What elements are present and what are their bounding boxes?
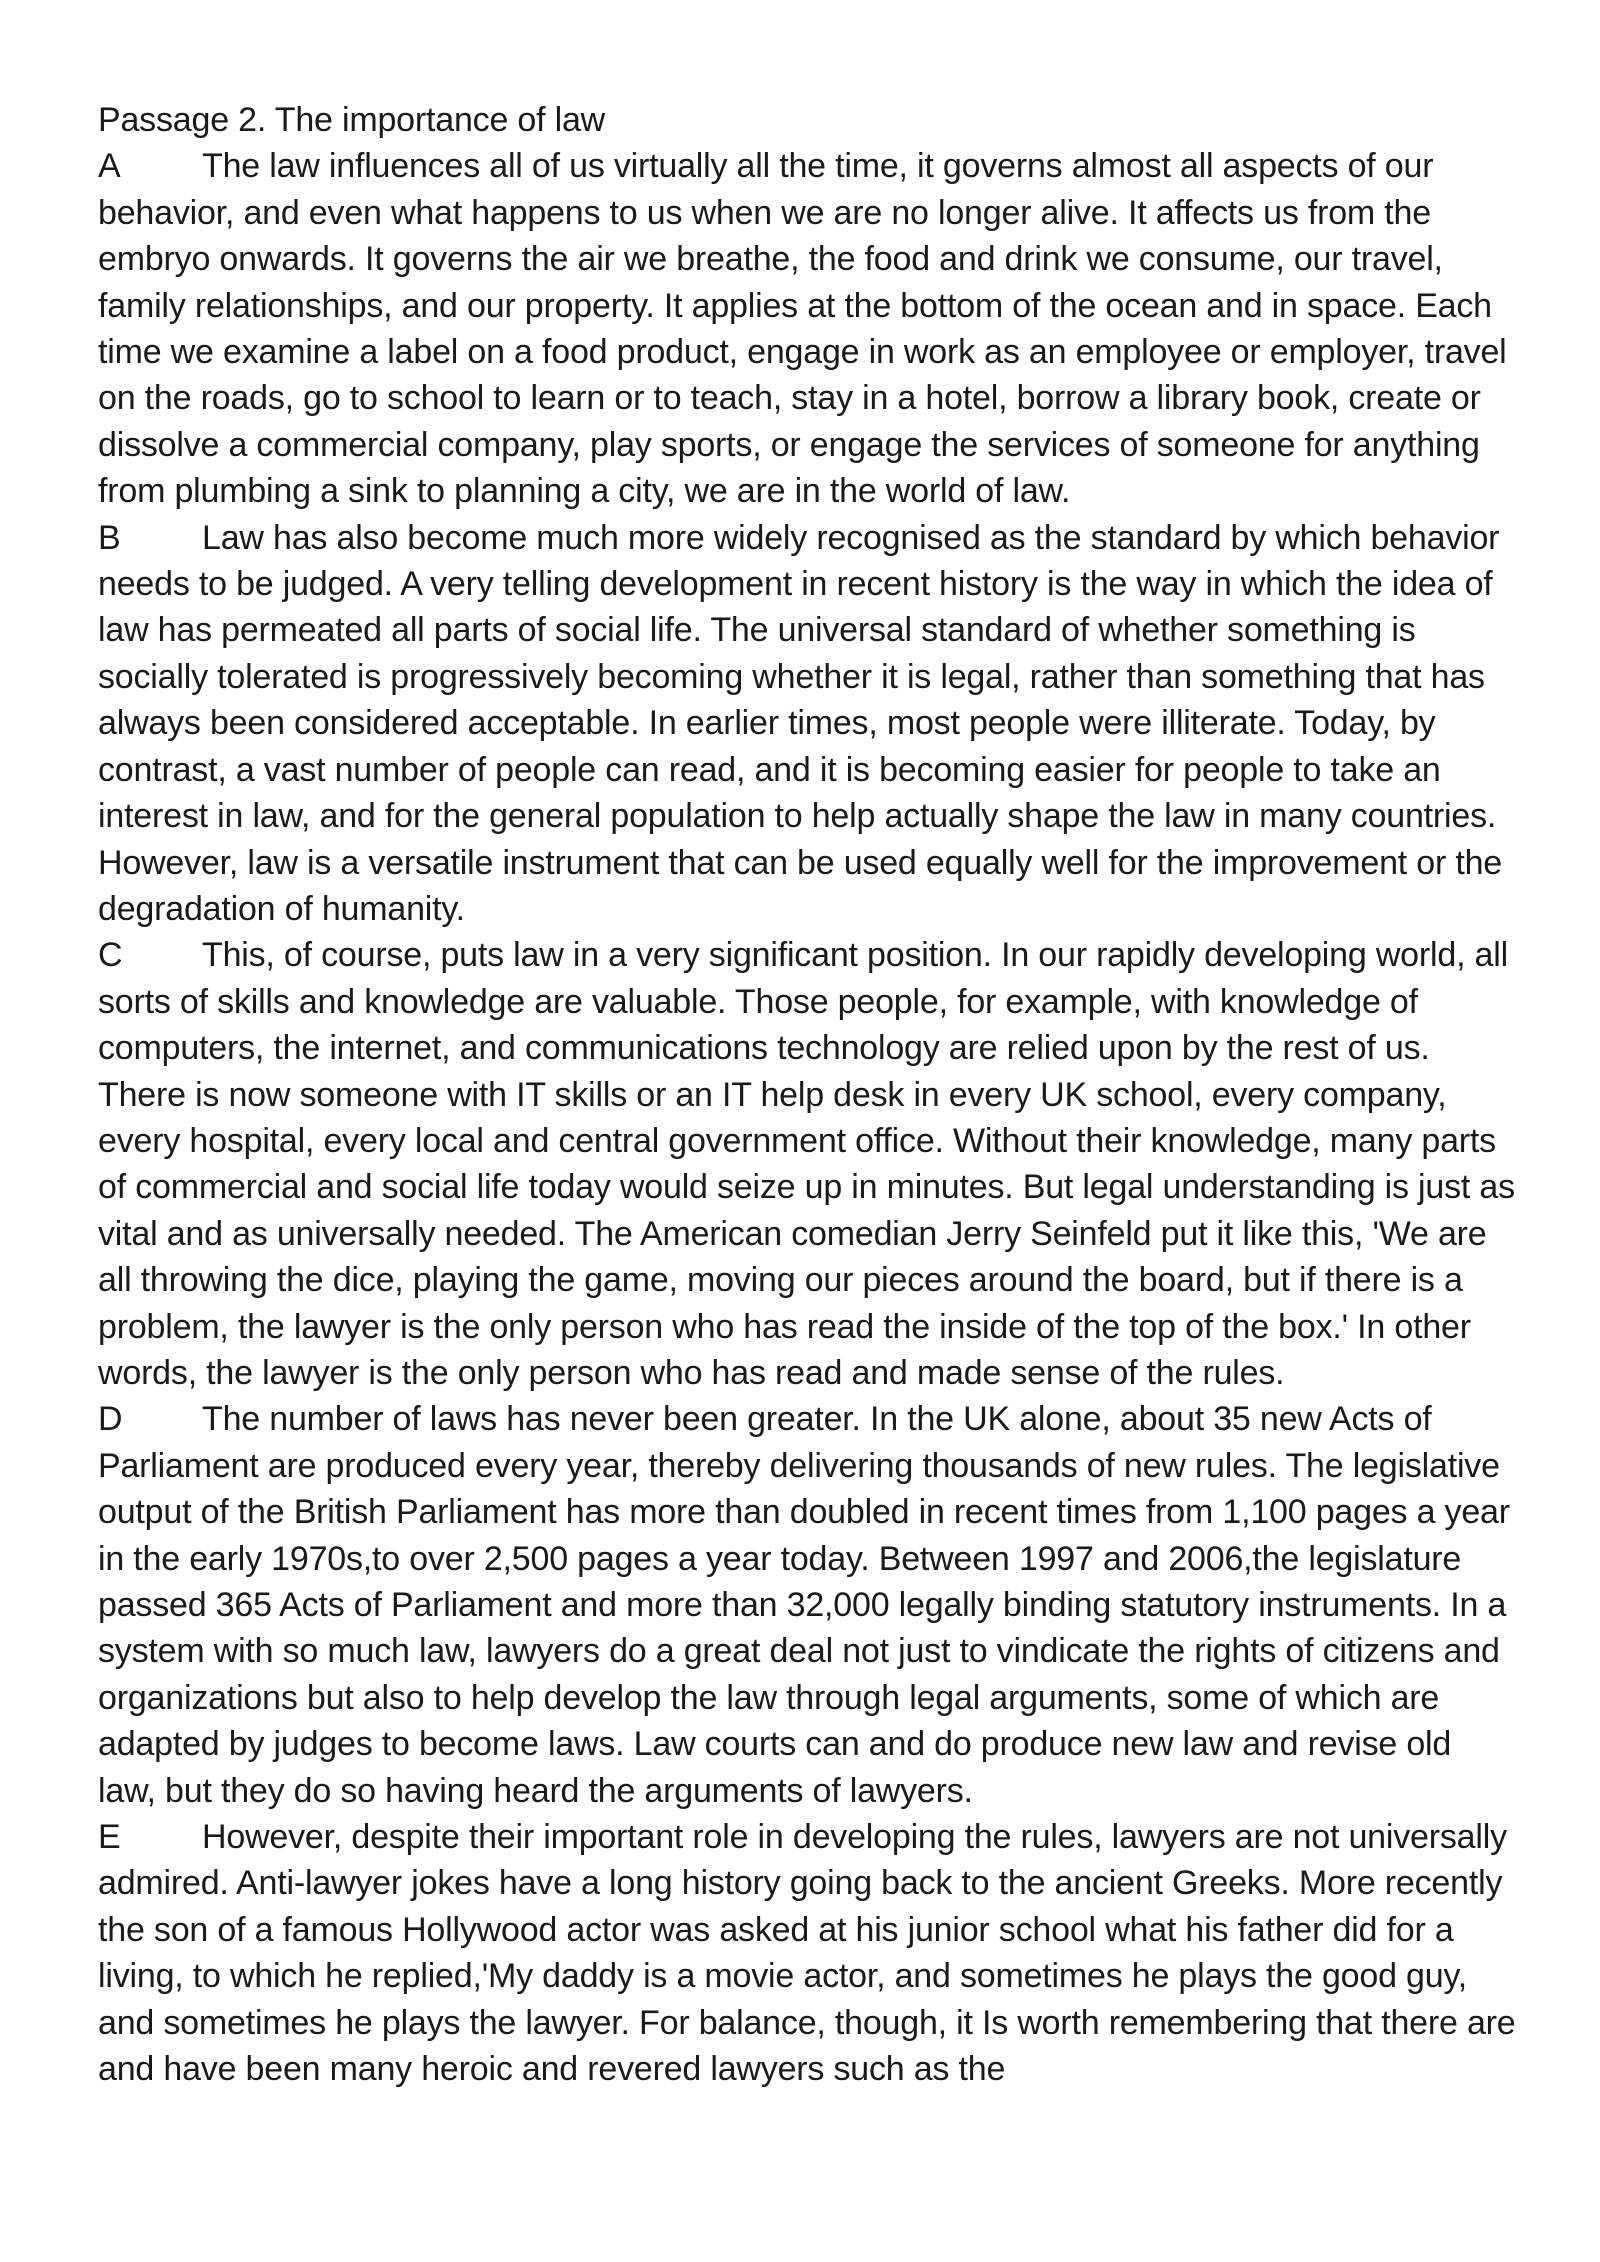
- paragraph-e: [98, 1814, 1518, 2092]
- paragraph-letter: C: [98, 936, 123, 975]
- passage-title: Passage 2. The importance of law: [98, 101, 606, 139]
- paragraph-letter: B: [98, 518, 121, 557]
- paragraph-letter: E: [98, 1818, 121, 1857]
- paragraph-text: However, despite their important role in developing the rules, lawyers are not universally admired. Anti-lawyer jokes have a long history going back to the ancient Greeks. More recently the son of a famous Hollywood actor was asked at his junior school what his father did for a living, to which he replied,'My daddy is a movie actor, and sometimes he plays the good guy, and sometimes he plays the lawyer. For balance, though, it Is worth remembering that there are and have been many heroic and revered lawyers such as the: [98, 1818, 1516, 2089]
- paragraph-a: [98, 143, 1518, 514]
- paragraph-text: Law has also become much more widely recognised as the standard by which behavior needs to be judged. A very telling development in recent history is the way in which the idea of law has permeated all parts of social life. The universal standard of whether something is socially tolerated is progressively becoming whether it is legal, rather than something that has always been considered acceptable. In earlier times, most people were illiterate. Today, by contrast, a vast number of people can read, and it is becoming easier for people to take an interest in law, and for the general population to help actually shape the law in many countries. However, law is a versatile instrument that can be used equally well for the improvement or the degradation of humanity.: [98, 518, 1503, 928]
- paragraph-b: [98, 515, 1518, 933]
- paragraph-c: [98, 932, 1518, 1396]
- paragraph-text: The law influences all of us virtually all the time, it governs almost all aspects of our behavior, and even what happens to us when we are no longer alive. It affects us from the embryo onwards. It governs the air we breathe, the food and drink we consume, our travel, family relationships, and our property. It applies at the bottom of the ocean and in space. Each time we examine a label on a food product, engage in work as an employee or employer, travel on the roads, go to school to learn or to teach, stay in a hotel, borrow a library book, create or dissolve a commercial company, play sports, or engage the services of someone for anything from plumbing a sink to planning a city, we are in the world of law.: [98, 147, 1507, 511]
- paragraph-text: This, of course, puts law in a very significant position. In our rapidly developing world, all sorts of skills and knowledge are valuable. Those people, for example, with knowledge of computers, the internet, and communications technology are relied upon by the rest of us. There is now someone with IT skills or an IT help desk in every UK school, every company, every hospital, every local and central government office. Without their knowledge, many parts of commercial and social life today would seize up in minutes. But legal understanding is just as vital and as universally needed. The American comedian Jerry Seinfeld put it like this, 'We are all throwing the dice, playing the game, moving our pieces around the board, but if there is a problem, the lawyer is the only person who has read the inside of the top of the box.' In other words, the lawyer is the only person who has read and made sense of the rules.: [98, 936, 1515, 1392]
- paragraph-text: The number of laws has never been greater. In the UK alone, about 35 new Acts of Parliament are produced every year, thereby delivering thousands of new rules. The legislative output of the British Parliament has more than doubled in recent times from 1,100 pages a year in the early 1970s,to over 2,500 pages a year today. Between 1997 and 2006,the legislature passed 365 Acts of Parliament and more than 32,000 legally binding statutory instruments. In a system with so much law, lawyers do a great deal not just to vindicate the rights of citizens and organizations but also to help develop the law through legal arguments, some of which are adapted by judges to become laws. Law courts can and do produce new law and revise old law, but they do so having heard the arguments of lawyers.: [98, 1400, 1510, 1810]
- paragraph-letter: D: [98, 1400, 123, 1439]
- paragraph-letter: A: [98, 147, 121, 186]
- document-page: [98, 97, 1518, 2092]
- paragraph-d: [98, 1396, 1518, 1814]
